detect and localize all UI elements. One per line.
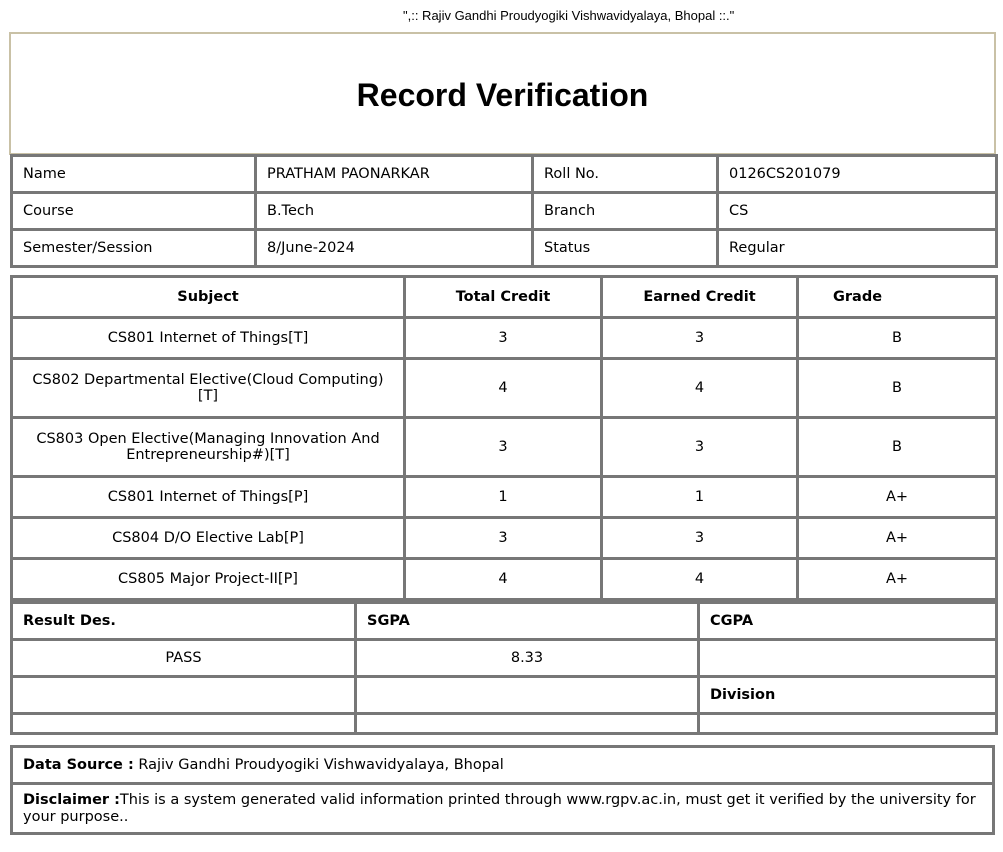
subject-header: Subject xyxy=(12,277,405,318)
division-value-row xyxy=(12,714,997,734)
subject-cell: CS804 D/O Elective Lab[P] xyxy=(12,518,405,559)
grade-cell: A+ xyxy=(798,518,997,559)
disclaimer xyxy=(12,784,994,834)
roll-value: 0126CS201079 xyxy=(718,156,997,193)
disclaimer-text: This is a system generated valid information printed through www.rgpv.ac.in, must get it verified by the university for your purpose.. xyxy=(23,791,976,825)
earned-credit-cell: 3 xyxy=(602,418,798,477)
roll-label: Roll No. xyxy=(533,156,718,193)
division-label: Division xyxy=(699,677,997,714)
total-credit-cell: 3 xyxy=(405,518,602,559)
name-value: PRATHAM PAONARKAR xyxy=(256,156,533,193)
subject-cell: CS801 Internet of Things[T] xyxy=(12,318,405,359)
disclaimer-row xyxy=(12,784,994,834)
data-source xyxy=(12,747,994,784)
info-row-semester xyxy=(12,230,997,267)
subjects-header-row xyxy=(12,277,997,318)
result-des-value: PASS xyxy=(12,640,356,677)
footer-table xyxy=(10,745,995,835)
division-row xyxy=(12,677,997,714)
info-row-name xyxy=(12,156,997,193)
table-row xyxy=(12,477,997,518)
data-source-value: Rajiv Gandhi Proudyogiki Vishwavidyalaya, Bhopal xyxy=(133,757,504,773)
course-label: Course xyxy=(12,193,256,230)
blank-cell xyxy=(356,677,699,714)
info-row-course xyxy=(12,193,997,230)
sgpa-value: 8.33 xyxy=(356,640,699,677)
result-table xyxy=(10,601,998,735)
subjects-table xyxy=(10,275,998,601)
table-row xyxy=(12,318,997,359)
course-value: B.Tech xyxy=(256,193,533,230)
grade-header: Grade xyxy=(798,277,997,318)
data-source-label: Data Source : xyxy=(23,757,134,773)
branch-label: Branch xyxy=(533,193,718,230)
total-credit-cell: 4 xyxy=(405,559,602,600)
grade-cell: B xyxy=(798,318,997,359)
division-value xyxy=(699,714,997,734)
table-row xyxy=(12,418,997,477)
earned-credit-cell: 3 xyxy=(602,518,798,559)
table-row xyxy=(12,518,997,559)
total-credit-cell: 4 xyxy=(405,359,602,418)
subject-cell: CS803 Open Elective(Managing Innovation And Entrepreneurship#)[T] xyxy=(12,418,405,477)
blank-cell xyxy=(356,714,699,734)
branch-value: CS xyxy=(718,193,997,230)
grade-cell: B xyxy=(798,359,997,418)
blank-cell xyxy=(12,714,356,734)
result-des-label: Result Des. xyxy=(12,603,356,640)
table-row xyxy=(12,359,997,418)
grade-cell: B xyxy=(798,418,997,477)
subject-cell: CS802 Departmental Elective(Cloud Computing)[T] xyxy=(12,359,405,418)
blank-cell xyxy=(12,677,356,714)
cgpa-label: CGPA xyxy=(699,603,997,640)
data-source-row xyxy=(12,747,994,784)
result-header-row xyxy=(12,603,997,640)
title-box xyxy=(9,32,996,155)
result-value-row xyxy=(12,640,997,677)
name-label: Name xyxy=(12,156,256,193)
status-label: Status xyxy=(533,230,718,267)
subject-cell: CS805 Major Project-II[P] xyxy=(12,559,405,600)
earned-credit-cell: 4 xyxy=(602,359,798,418)
earned-credit-cell: 3 xyxy=(602,318,798,359)
sgpa-label: SGPA xyxy=(356,603,699,640)
university-header-line xyxy=(0,8,1003,26)
cgpa-value xyxy=(699,640,997,677)
total-credit-cell: 3 xyxy=(405,418,602,477)
semester-value: 8/June-2024 xyxy=(256,230,533,267)
semester-label: Semester/Session xyxy=(12,230,256,267)
table-row xyxy=(12,559,997,600)
disclaimer-label: Disclaimer : xyxy=(23,791,120,808)
total-credit-header: Total Credit xyxy=(405,277,602,318)
total-credit-cell: 1 xyxy=(405,477,602,518)
grade-cell: A+ xyxy=(798,477,997,518)
earned-credit-cell: 1 xyxy=(602,477,798,518)
total-credit-cell: 3 xyxy=(405,318,602,359)
earned-credit-header: Earned Credit xyxy=(602,277,798,318)
earned-credit-cell: 4 xyxy=(602,559,798,600)
student-info-table xyxy=(10,154,998,268)
grade-cell: A+ xyxy=(798,559,997,600)
page-title: Record Verification xyxy=(356,77,649,113)
university-name: ",:: Rajiv Gandhi Proudyogiki Vishwavidyalaya, Bhopal ::." xyxy=(403,8,735,23)
subject-cell: CS801 Internet of Things[P] xyxy=(12,477,405,518)
status-value: Regular xyxy=(718,230,997,267)
